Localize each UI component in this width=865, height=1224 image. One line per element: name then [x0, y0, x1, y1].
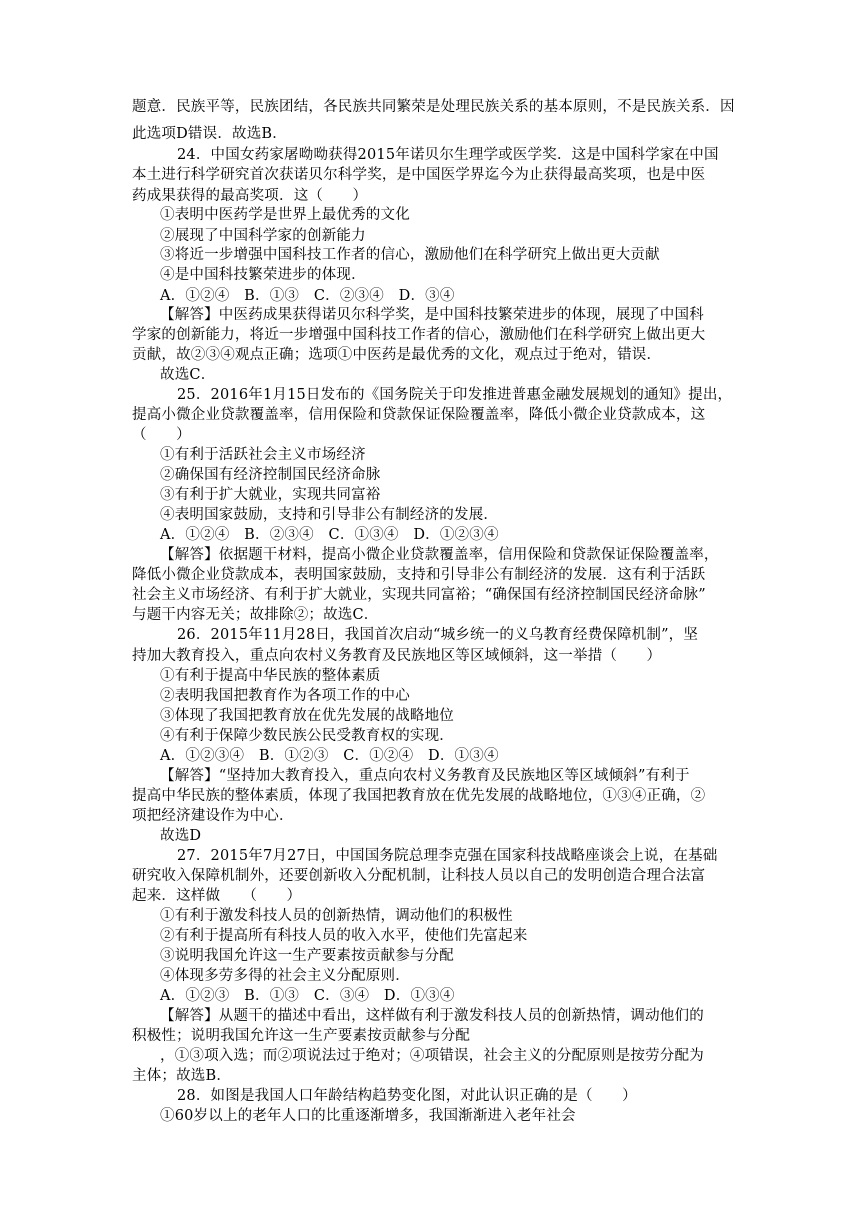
option-line: ①有利于活跃社会主义市场经济: [160, 447, 366, 463]
text-line: 与题干内容无关；故排除②；故选C．: [132, 607, 379, 623]
option-line: ②有利于提高所有科技人员的收入水平，使他们先富起来: [160, 928, 528, 944]
option-line: ①表明中医药学是世界上最优秀的文化: [160, 207, 410, 223]
text-line: 此选项D错误．故选B．: [132, 126, 287, 142]
answer-explanation: 【解答】中医药成果获得诺贝尔科学奖，是中国科技繁荣进步的体现，展现了中国科: [160, 307, 704, 323]
answer-explanation: 【解答】从题干的描述中看出，这样做有利于激发科技人员的创新热情，调动他们的: [160, 1008, 704, 1024]
text-line: 持加大教育投入，重点向农村义务教育及民族地区等区域倾斜，这一举措（ ）: [132, 648, 662, 664]
option-line: ②确保国有经济控制国民经济命脉: [160, 467, 381, 483]
text-line: 学家的创新能力，将近一步增强中国科技工作者的信心，激励他们在科学研究上做出更大: [132, 327, 706, 343]
text-line: 项把经济建设作为中心．: [132, 808, 294, 824]
answer-choices: A．①②④ B．②③④ C．①③④ D．①②③④: [160, 527, 499, 543]
text-line: 提高中华民族的整体素质，体现了我国把教育放在优先发展的战略地位，①③④正确，②: [132, 788, 706, 804]
text-line: ，①③项入选；而②项说法过于绝对；④项错误，社会主义的分配原则是按劳分配为: [160, 1048, 704, 1064]
text-line: 降低小微企业贷款成本，表明国家鼓励，支持和引导非公有制经济的发展．这有利于活跃: [132, 567, 706, 583]
text-line: 起来．这样做 （ ）: [132, 888, 302, 904]
option-line: ④表明国家鼓励，支持和引导非公有制经济的发展．: [160, 507, 499, 523]
question-28-stem: 28．如图是我国人口年龄结构趋势变化图，对此认识正确的是（ ）: [177, 1088, 637, 1104]
option-line: ③将近一步增强中国科技工作者的信心，激励他们在科学研究上做出更大贡献: [160, 247, 660, 263]
conclusion-line: 故选C．: [160, 367, 216, 383]
option-line: ③说明我国允许这一生产要素按贡献参与分配: [160, 948, 454, 964]
text-line: 社会主义市场经济、有利于扩大就业，实现共同富裕；“确保国有经济控制国民经济命脉”: [132, 587, 706, 603]
option-line: ③体现了我国把教育放在优先发展的战略地位: [160, 708, 454, 724]
text-line: 积极性；说明我国允许这一生产要素按贡献参与分配: [132, 1028, 471, 1044]
question-25-stem: 25．2016年1月15日发布的《国务院关于印发推进普惠金融发展规划的通知》提出，: [177, 387, 733, 403]
answer-explanation: 【解答】“坚持加大教育投入，重点向农村义务教育及民族地区等区域倾斜”有利于: [160, 768, 690, 784]
option-line: ②表明我国把教育作为各项工作的中心: [160, 688, 410, 704]
option-line: ④是中国科技繁荣进步的体现．: [160, 267, 366, 283]
option-line: ④有利于保障少数民族公民受教育权的实现．: [160, 728, 454, 744]
answer-choices: A．①②④ B．①③ C．②③④ D．③④: [160, 288, 455, 304]
option-line: ④体现多劳多得的社会主义分配原则．: [160, 968, 410, 984]
text-line: 主体；故选B．: [132, 1068, 232, 1084]
question-24-stem: 24．中国女药家屠呦呦获得2015年诺贝尔生理学或医学奖．这是中国科学家在中国: [177, 147, 719, 163]
option-line: ③有利于扩大就业，实现共同富裕: [160, 487, 381, 503]
option-line: ①60岁以上的老年人口的比重逐渐增多，我国渐渐进入老年社会: [160, 1108, 576, 1124]
option-line: ①有利于提高中华民族的整体素质: [160, 668, 381, 684]
text-line: 药成果获得的最高奖项．这（ ）: [132, 188, 368, 204]
question-26-stem: 26．2015年11月28日，我国首次启动“城乡统一的义乌教育经费保障机制”，坚: [177, 627, 699, 643]
option-line: ②展现了中国科学家的创新能力: [160, 228, 366, 244]
option-line: ①有利于激发科技人员的创新热情，调动他们的积极性: [160, 908, 513, 924]
text-line: 研究收入保障机制外，还要创新收入分配机制，让科技人员以自己的发明创造合理合法富: [132, 868, 706, 884]
text-line: 本土进行科学研究首次获诺贝尔科学奖，是中国医学界迄今为止获得最高奖项，也是中医: [132, 167, 706, 183]
answer-choices: A．①②③④ B．①②③ C．①②④ D．①③④: [160, 748, 499, 764]
text-line: 贡献，故②③④观点正确；选项①中医药是最优秀的文化，观点过于绝对，错误．: [132, 347, 662, 363]
answer-choices: A．①②③ B．①③ C．③④ D．①③④: [160, 988, 455, 1004]
text-line: 题意．民族平等，民族团结，各民族共同繁荣是处理民族关系的基本原则，不是民族关系．因: [132, 99, 735, 115]
question-27-stem: 27．2015年7月27日，中国国务院总理李克强在国家科技战略座谈会上说，在基础: [177, 848, 718, 864]
conclusion-line: 故选D: [160, 828, 202, 844]
text-line: 提高小微企业贷款覆盖率，信用保险和贷款保证保险覆盖率，降低小微企业贷款成本，这: [132, 407, 706, 423]
answer-explanation: 【解答】依据题干材料，提高小微企业贷款覆盖率，信用保险和贷款保证保险覆盖率，: [160, 547, 719, 563]
text-line: （ ）: [132, 427, 191, 443]
